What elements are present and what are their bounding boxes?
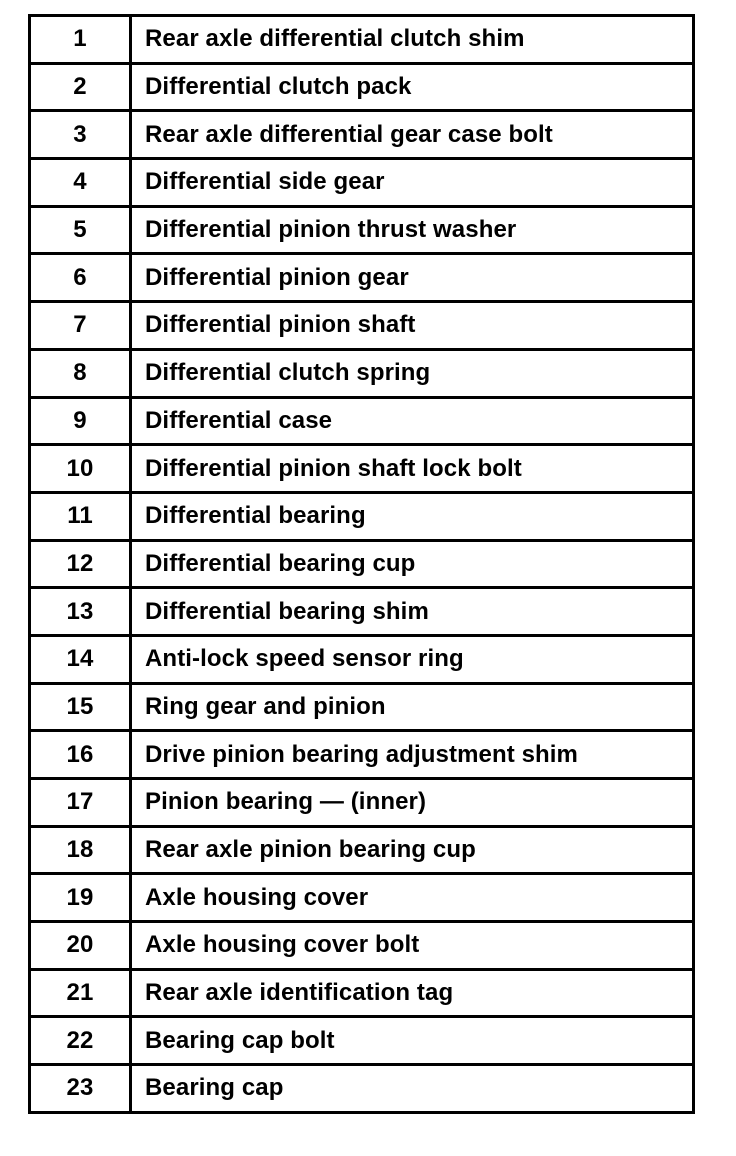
part-description: Differential bearing — [131, 492, 694, 540]
part-number: 17 — [30, 779, 131, 827]
part-number: 2 — [30, 63, 131, 111]
table-row — [30, 683, 694, 731]
table-row — [30, 302, 694, 350]
part-number: 15 — [30, 683, 131, 731]
part-number: 4 — [30, 159, 131, 207]
table-row — [30, 1017, 694, 1065]
part-description: Differential clutch spring — [131, 349, 694, 397]
table-row — [30, 1065, 694, 1113]
part-number: 9 — [30, 397, 131, 445]
part-description: Differential clutch pack — [131, 63, 694, 111]
table-row — [30, 63, 694, 111]
part-number: 6 — [30, 254, 131, 302]
table-row — [30, 731, 694, 779]
part-number: 20 — [30, 922, 131, 970]
table-row — [30, 874, 694, 922]
part-description: Drive pinion bearing adjustment shim — [131, 731, 694, 779]
table-row — [30, 969, 694, 1017]
part-description: Rear axle differential clutch shim — [131, 16, 694, 64]
parts-table — [28, 14, 695, 1114]
table-row — [30, 159, 694, 207]
table-row — [30, 16, 694, 64]
table-row — [30, 492, 694, 540]
table-row — [30, 635, 694, 683]
part-number: 1 — [30, 16, 131, 64]
part-description: Bearing cap — [131, 1065, 694, 1113]
table-row — [30, 588, 694, 636]
part-description: Rear axle pinion bearing cup — [131, 826, 694, 874]
part-description: Differential bearing shim — [131, 588, 694, 636]
part-number: 18 — [30, 826, 131, 874]
part-description: Axle housing cover bolt — [131, 922, 694, 970]
table-row — [30, 206, 694, 254]
part-description: Rear axle identification tag — [131, 969, 694, 1017]
part-description: Bearing cap bolt — [131, 1017, 694, 1065]
part-description: Anti-lock speed sensor ring — [131, 635, 694, 683]
part-description: Differential case — [131, 397, 694, 445]
parts-table-body — [30, 16, 694, 1113]
part-number: 3 — [30, 111, 131, 159]
part-number: 21 — [30, 969, 131, 1017]
part-description: Differential bearing cup — [131, 540, 694, 588]
part-description: Differential pinion shaft lock bolt — [131, 445, 694, 493]
part-description: Rear axle differential gear case bolt — [131, 111, 694, 159]
table-row — [30, 445, 694, 493]
part-number: 14 — [30, 635, 131, 683]
part-number: 12 — [30, 540, 131, 588]
part-description: Differential pinion shaft — [131, 302, 694, 350]
part-description: Differential side gear — [131, 159, 694, 207]
table-row — [30, 349, 694, 397]
part-number: 22 — [30, 1017, 131, 1065]
part-number: 5 — [30, 206, 131, 254]
part-number: 8 — [30, 349, 131, 397]
part-number: 19 — [30, 874, 131, 922]
part-number: 16 — [30, 731, 131, 779]
table-row — [30, 540, 694, 588]
part-number: 7 — [30, 302, 131, 350]
part-description: Differential pinion gear — [131, 254, 694, 302]
part-description: Differential pinion thrust washer — [131, 206, 694, 254]
table-row — [30, 254, 694, 302]
part-number: 23 — [30, 1065, 131, 1113]
part-number: 11 — [30, 492, 131, 540]
table-row — [30, 111, 694, 159]
part-number: 13 — [30, 588, 131, 636]
table-row — [30, 397, 694, 445]
table-row — [30, 826, 694, 874]
part-number: 10 — [30, 445, 131, 493]
part-description: Ring gear and pinion — [131, 683, 694, 731]
table-row — [30, 922, 694, 970]
part-description: Pinion bearing — (inner) — [131, 779, 694, 827]
part-description: Axle housing cover — [131, 874, 694, 922]
table-row — [30, 779, 694, 827]
